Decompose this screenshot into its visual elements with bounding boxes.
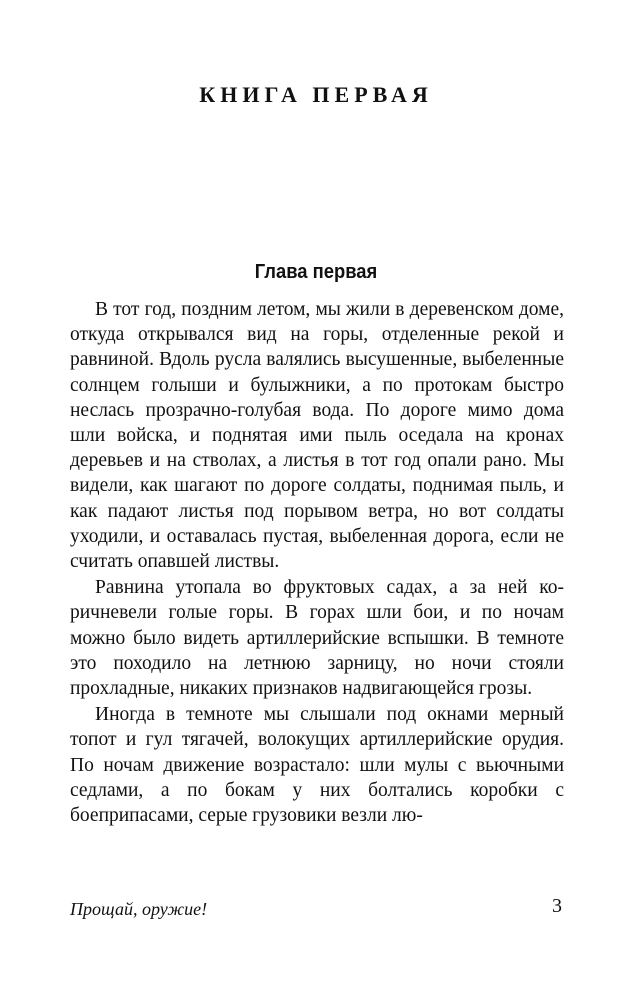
- body-text: [70, 297, 564, 829]
- chapter-title: Глава первая: [254, 261, 378, 283]
- paragraph-3: Иногда в темноте мы слышали под окнами мерный топот и гул тягачей, волокущих артиллерийские орудия. По ночам движение возрастало: шли мулы с вьючными седлами, а по бокам у них болтались коробки с боеприпасами, серые грузовики везли лю-: [70, 704, 564, 827]
- running-footer-title: Прощай, оружие!: [70, 899, 208, 919]
- paragraph-2: Равнина утопала во фруктовых садах, а за ней коричневели голые горы. В горах шли бои, и по ночам можно было видеть артиллерийские вспышки. В темноте это походило на летнюю зарницу, но ночи стояли прохладные, никаких признаков надвигающейся грозы.: [70, 577, 564, 700]
- paragraph-1: В тот год, поздним летом, мы жили в деревенском доме, откуда открывался вид на горы, отделенные рекой и равниной. Вдоль русла валялись высушенные, выбеленные солнцем голыши и булыжники, а по протокам быстро неслась прозрачно-голубая вода. По дороге мимо дома шли войска, и поднятая ими пыль оседала на кронах деревьев и на стволах, а листья в тот год опали рано. Мы видели, как шагают по дороге солдаты, поднимая пыль, и как падают листья под порывом ветра, но вот солдаты уходили, и оставалась пустая, выбеленная дорога, если не считать опавшей листвы.: [70, 299, 564, 573]
- page-number: 3: [552, 895, 562, 917]
- book-title: КНИГА ПЕРВАЯ: [199, 82, 433, 107]
